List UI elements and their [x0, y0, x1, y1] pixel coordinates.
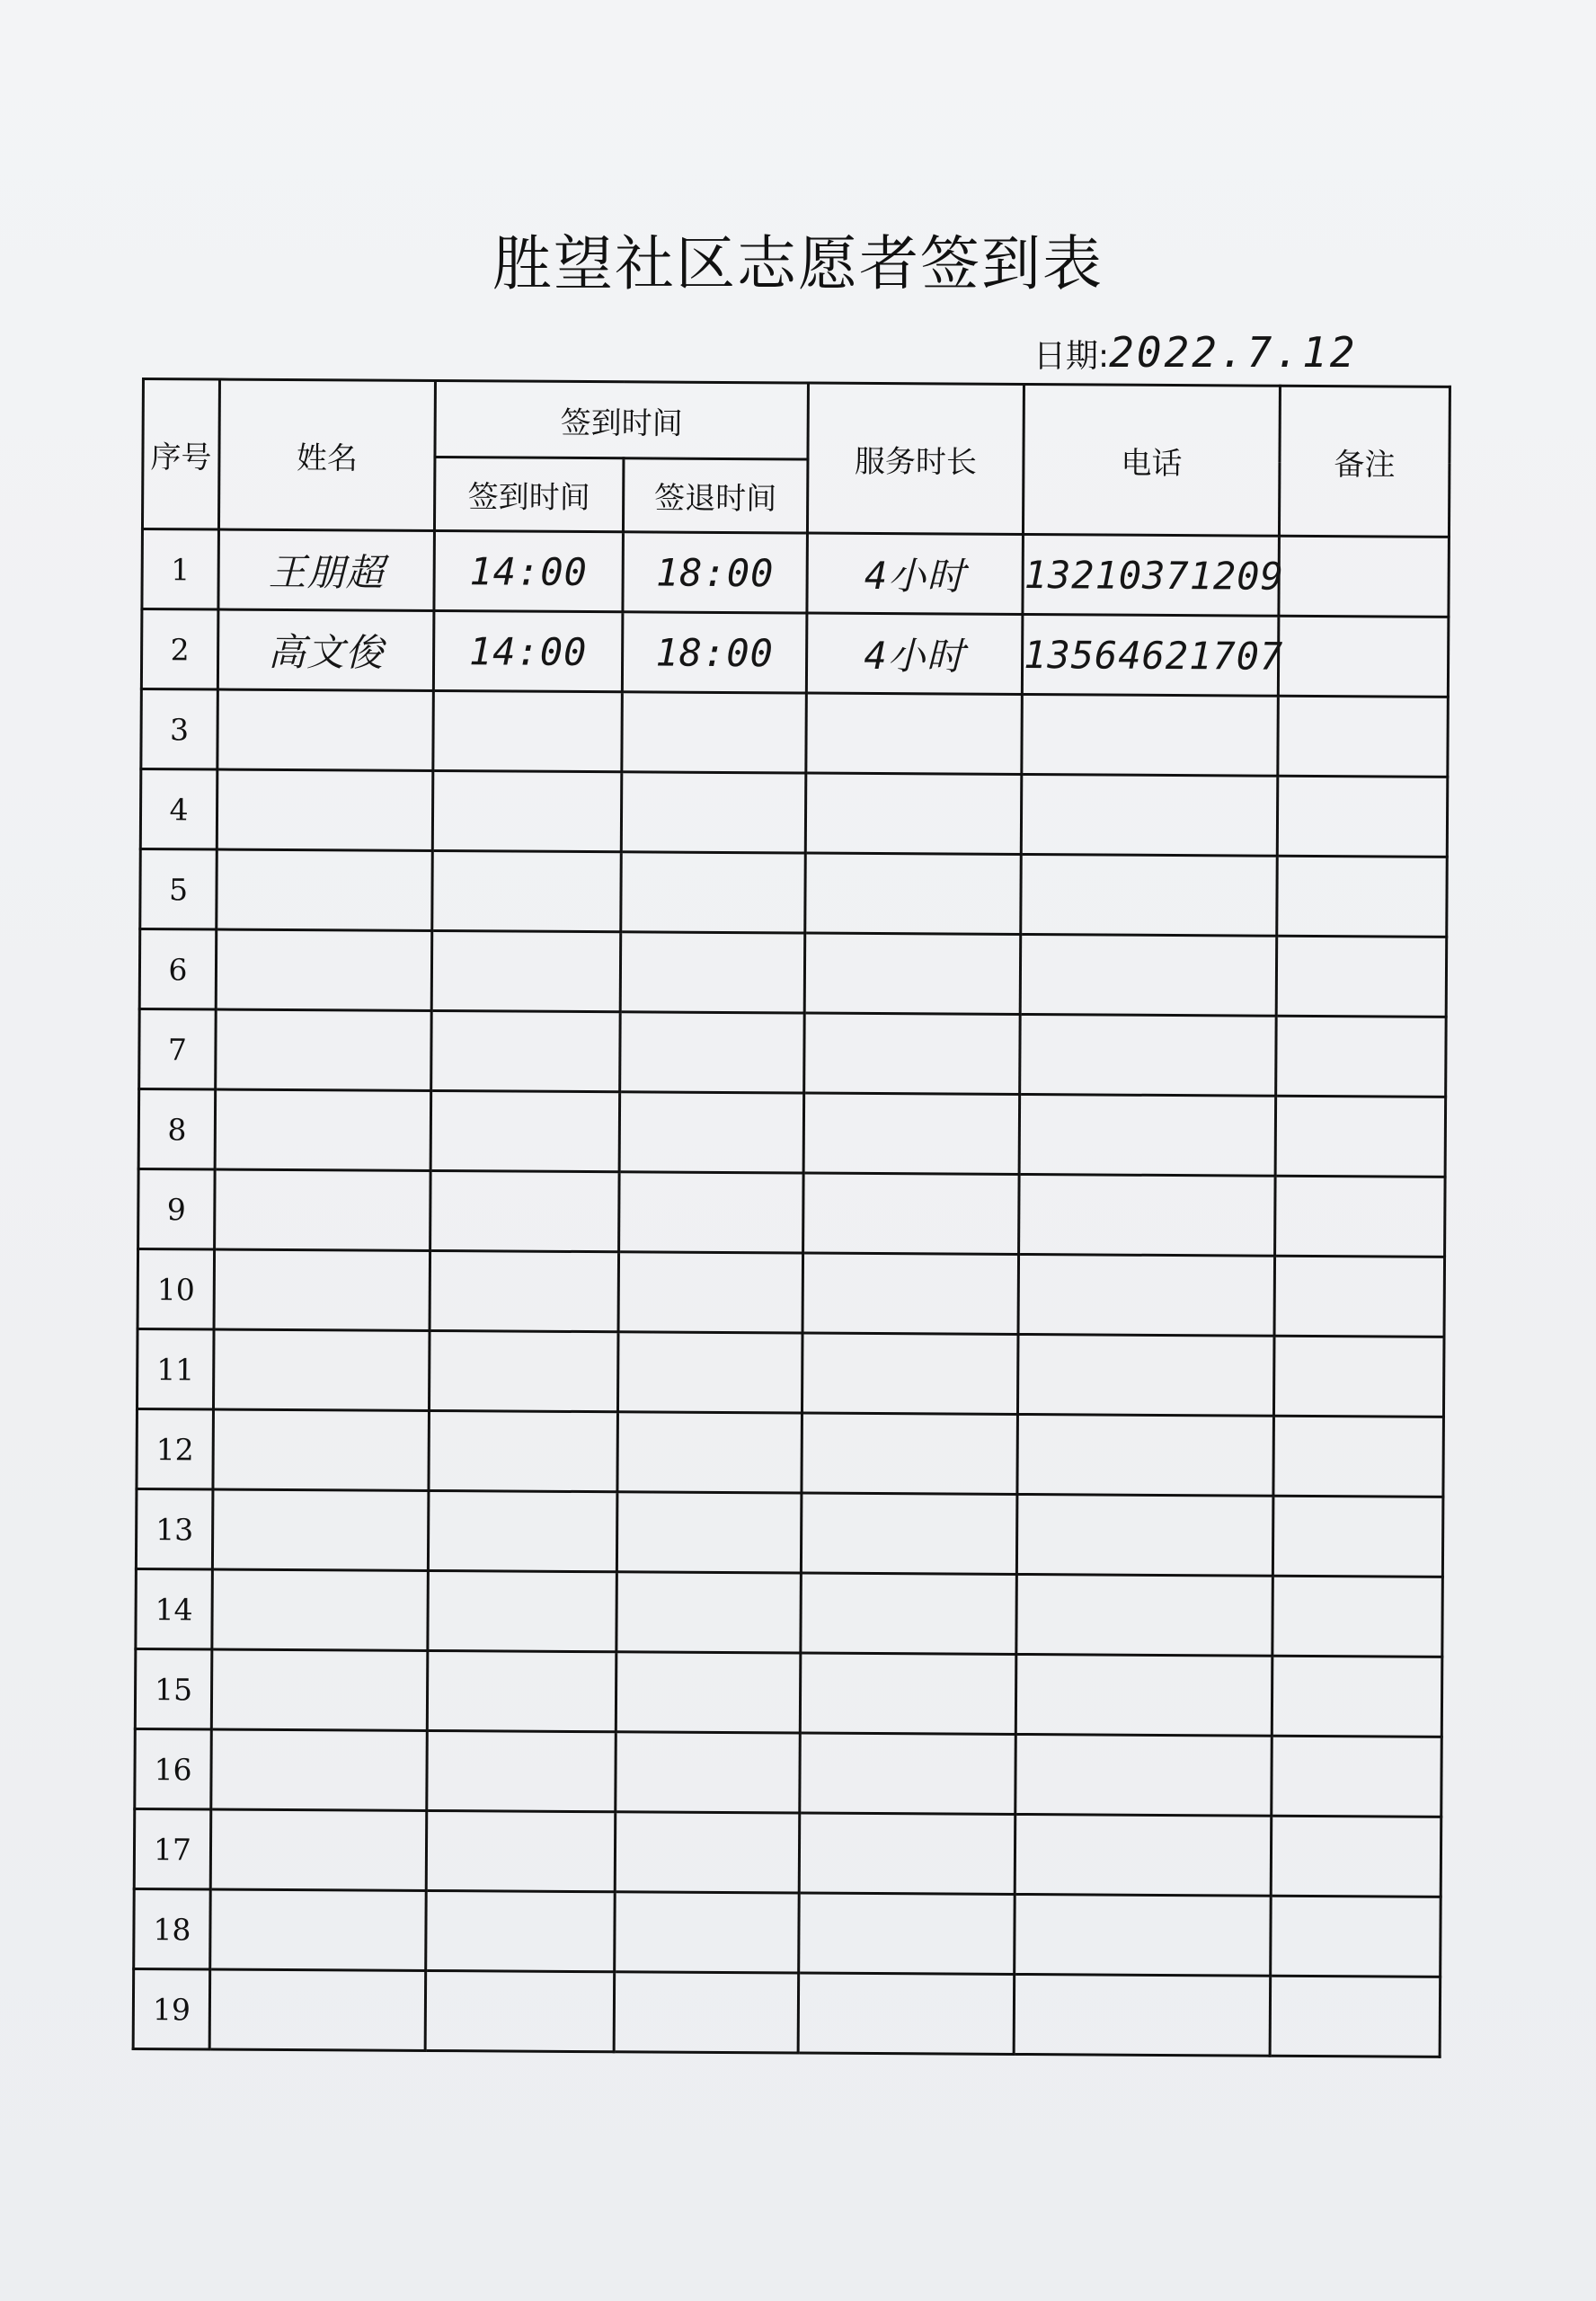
cell-remark — [1276, 1016, 1447, 1097]
cell-phone — [1017, 1334, 1274, 1416]
cell-duration — [805, 773, 1022, 854]
cell-duration — [800, 1733, 1016, 1814]
cell-checkin — [425, 1970, 615, 2051]
cell-seq: 10 — [137, 1248, 215, 1329]
cell-checkin — [426, 1890, 616, 1971]
cell-checkout — [621, 852, 806, 933]
cell-checkout — [621, 772, 806, 853]
cell-checkin — [428, 1570, 617, 1651]
cell-checkout — [616, 1652, 801, 1733]
cell-checkin — [428, 1490, 617, 1571]
cell-duration — [800, 1653, 1016, 1734]
header-checkout: 签退时间 — [623, 458, 807, 533]
cell-duration — [803, 1093, 1020, 1174]
cell-checkout — [619, 1092, 804, 1173]
cell-seq: 13 — [136, 1488, 213, 1569]
cell-checkout — [615, 1812, 800, 1893]
cell-remark — [1274, 1256, 1445, 1337]
cell-name — [214, 1249, 430, 1330]
cell-checkout — [617, 1412, 802, 1493]
cell-remark — [1272, 1656, 1442, 1737]
table-row — [136, 1488, 1443, 1577]
cell-duration — [807, 533, 1024, 614]
header-checkin: 签到时间 — [434, 457, 623, 531]
cell-phone — [1021, 774, 1278, 856]
cell-duration — [804, 933, 1021, 1014]
cell-checkin — [426, 1810, 616, 1891]
cell-checkout — [619, 1172, 804, 1253]
cell-remark — [1273, 1336, 1444, 1417]
table-row — [137, 1248, 1445, 1337]
cell-seq: 2 — [141, 609, 218, 690]
cell-phone — [1015, 1814, 1272, 1896]
cell-seq: 11 — [137, 1328, 214, 1409]
cell-remark — [1275, 1096, 1446, 1177]
cell-checkout — [616, 1732, 801, 1813]
cell-phone — [1015, 1654, 1272, 1736]
cell-name — [211, 1649, 428, 1730]
cell-checkin — [432, 770, 622, 851]
cell-name — [210, 1889, 427, 1970]
cell-checkin-text: 14:00 — [468, 628, 588, 674]
cell-checkin — [430, 1090, 620, 1171]
cell-duration — [799, 1813, 1015, 1894]
cell-phone — [1022, 694, 1279, 776]
cell-phone-text: 13564621707 — [1023, 632, 1284, 679]
cell-duration — [798, 1973, 1015, 2054]
cell-seq: 12 — [137, 1408, 214, 1489]
cell-duration — [799, 1893, 1015, 1974]
table-row — [141, 609, 1449, 697]
cell-name — [217, 689, 434, 770]
header-checkin-group: 签到时间 — [435, 380, 809, 459]
cell-phone — [1020, 1014, 1277, 1096]
table-body — [133, 529, 1449, 2057]
cell-checkout — [622, 612, 807, 693]
cell-checkin — [433, 690, 623, 771]
header-phone: 电话 — [1023, 384, 1280, 536]
cell-name — [217, 849, 433, 930]
date-row — [1033, 328, 1357, 377]
cell-name — [213, 1409, 430, 1490]
cell-seq: 7 — [139, 1008, 217, 1089]
cell-phone-text: 13210371209 — [1024, 552, 1284, 599]
cell-phone — [1019, 1174, 1276, 1256]
cell-remark — [1277, 856, 1448, 937]
table-row — [140, 769, 1448, 857]
cell-checkout — [617, 1332, 802, 1413]
cell-seq: 5 — [140, 848, 217, 929]
table-row — [134, 1888, 1441, 1977]
table-row — [139, 1008, 1447, 1097]
cell-checkout — [616, 1572, 802, 1653]
cell-remark — [1272, 1736, 1442, 1817]
cell-checkout — [622, 692, 807, 773]
cell-name — [213, 1329, 430, 1410]
cell-remark — [1278, 696, 1449, 777]
cell-seq: 14 — [136, 1568, 213, 1649]
cell-remark — [1272, 1496, 1443, 1577]
cell-duration — [802, 1413, 1018, 1494]
cell-remark — [1270, 1976, 1441, 2057]
cell-seq: 8 — [138, 1088, 216, 1169]
cell-checkin — [430, 1250, 619, 1331]
cell-remark — [1273, 1416, 1444, 1497]
cell-phone — [1015, 1894, 1272, 1976]
cell-phone — [1020, 934, 1277, 1016]
cell-name — [212, 1569, 429, 1650]
table-row — [136, 1568, 1443, 1657]
cell-checkin — [427, 1650, 616, 1731]
cell-name — [217, 609, 434, 690]
date-value: 2022.7.12 — [1109, 328, 1358, 377]
header-remark: 备注 — [1279, 386, 1450, 537]
table-row — [138, 1088, 1446, 1177]
cell-duration — [806, 693, 1023, 774]
cell-duration — [806, 613, 1023, 694]
cell-name — [217, 769, 433, 850]
cell-checkout — [623, 532, 808, 613]
cell-duration — [801, 1493, 1017, 1574]
cell-duration-text: 4小时 — [864, 553, 966, 599]
table-row — [138, 1168, 1446, 1257]
cell-checkout-text: 18:00 — [655, 549, 775, 595]
cell-checkout — [618, 1252, 803, 1333]
cell-seq: 1 — [142, 529, 219, 610]
cell-remark — [1272, 1576, 1443, 1657]
cell-phone — [1022, 614, 1284, 696]
table-row — [142, 529, 1450, 617]
cell-duration — [802, 1253, 1019, 1334]
cell-checkout — [620, 1012, 805, 1093]
table-row — [133, 1968, 1441, 2057]
cell-seq: 16 — [135, 1728, 212, 1809]
cell-seq: 17 — [134, 1808, 211, 1889]
table-row — [139, 928, 1447, 1017]
header-duration: 服务时长 — [807, 383, 1024, 534]
cell-name — [215, 1089, 431, 1170]
cell-seq: 15 — [135, 1648, 212, 1729]
cell-phone — [1018, 1254, 1275, 1336]
cell-remark — [1276, 936, 1447, 1017]
cell-duration — [804, 1013, 1021, 1094]
table-row — [141, 689, 1449, 777]
cell-checkin-text: 14:00 — [469, 548, 589, 594]
cell-name — [211, 1729, 428, 1810]
cell-checkin — [431, 1010, 621, 1091]
cell-seq: 19 — [133, 1968, 210, 2049]
cell-phone — [1015, 1734, 1272, 1816]
cell-name — [212, 1489, 429, 1570]
cell-checkout — [615, 1892, 800, 1973]
cell-name-text: 王朋超 — [268, 549, 385, 595]
cell-phone — [1017, 1414, 1274, 1496]
cell-duration — [803, 1173, 1020, 1254]
cell-duration — [802, 1333, 1018, 1414]
cell-checkout — [616, 1492, 802, 1573]
cell-checkout — [614, 1972, 799, 2053]
cell-duration-text: 4小时 — [864, 633, 965, 679]
cell-checkin — [432, 850, 622, 931]
cell-checkin — [431, 930, 621, 1011]
page-title: 胜望社区志愿者签到表 — [492, 229, 1104, 298]
cell-remark — [1278, 616, 1449, 697]
cell-phone — [1016, 1494, 1273, 1576]
table-row — [135, 1648, 1442, 1737]
cell-checkin — [429, 1330, 618, 1411]
cell-name-text: 高文俊 — [267, 629, 385, 675]
cell-seq: 3 — [141, 689, 218, 770]
cell-phone — [1014, 1974, 1271, 2056]
cell-checkin — [434, 530, 624, 611]
cell-name — [216, 929, 432, 1010]
cell-seq: 4 — [140, 769, 217, 850]
cell-phone — [1016, 1574, 1273, 1656]
table-row — [140, 848, 1448, 937]
cell-checkout — [620, 932, 805, 1013]
cell-phone — [1019, 1094, 1276, 1176]
table-row — [135, 1728, 1442, 1817]
date-label: 日期: — [1033, 338, 1110, 375]
cell-phone — [1023, 534, 1284, 616]
cell-duration — [805, 853, 1022, 934]
cell-remark — [1271, 1896, 1441, 1977]
cell-name — [215, 1169, 431, 1250]
table-row — [137, 1408, 1444, 1497]
cell-checkin — [430, 1170, 620, 1251]
cell-name — [210, 1809, 427, 1890]
cell-checkout-text: 18:00 — [655, 629, 775, 675]
cell-seq: 18 — [134, 1888, 211, 1969]
header-name: 姓名 — [218, 379, 435, 530]
header-seq: 序号 — [142, 379, 219, 530]
table-row — [134, 1808, 1441, 1897]
cell-seq: 6 — [139, 928, 217, 1009]
signin-table — [132, 378, 1451, 2058]
cell-phone — [1021, 854, 1278, 936]
cell-name — [209, 1969, 426, 2050]
cell-checkin — [429, 1410, 618, 1491]
cell-remark — [1279, 536, 1450, 617]
table-row — [137, 1328, 1444, 1417]
cell-remark — [1271, 1816, 1441, 1897]
cell-checkin — [433, 610, 623, 691]
cell-name — [216, 1009, 432, 1090]
cell-name — [218, 529, 435, 610]
cell-seq: 9 — [138, 1168, 216, 1249]
cell-duration — [801, 1573, 1017, 1654]
cell-checkin — [427, 1730, 616, 1811]
cell-remark — [1277, 776, 1448, 857]
cell-remark — [1275, 1176, 1446, 1257]
